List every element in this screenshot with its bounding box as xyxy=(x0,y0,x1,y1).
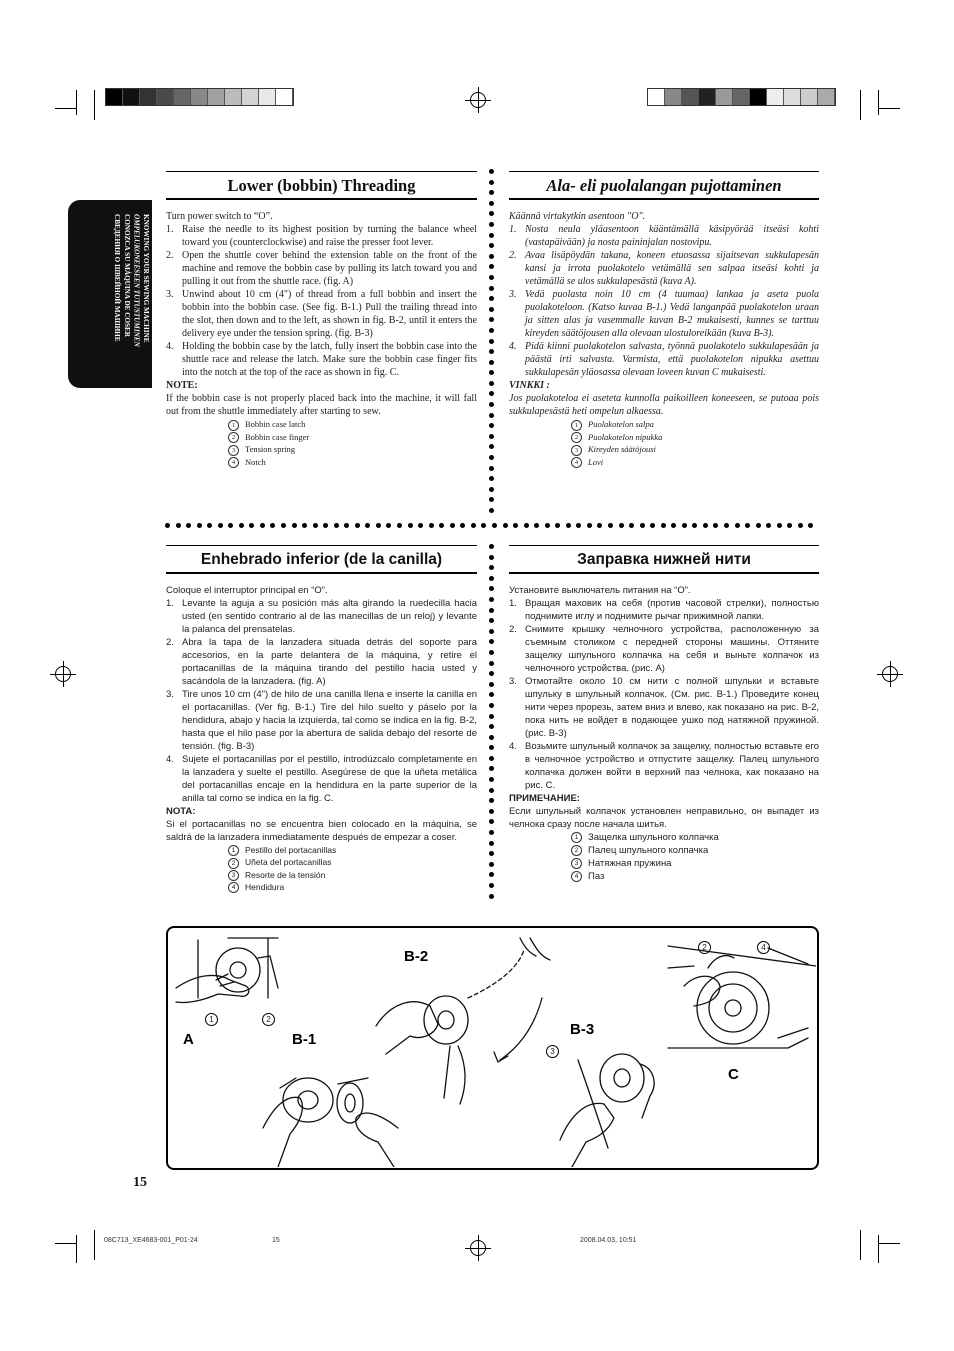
part-label: Hendidura xyxy=(245,881,285,892)
step-number: 2. xyxy=(166,250,174,261)
divider-dot xyxy=(489,851,494,856)
step-fi-4 xyxy=(509,340,819,379)
step-number: 4. xyxy=(166,341,174,352)
part-number-circle: 1 xyxy=(571,420,582,431)
divider-dot xyxy=(489,455,494,460)
section-title-fi: Ala- eli puolalangan pujottaminen xyxy=(509,171,819,200)
divider-dot xyxy=(239,523,244,528)
step-text: Unwind about 10 cm (4") of thread from a full bobbin and insert the bobbin into the bobbin case. (See fig. B-1.) Pull the trailing thread into the slot, then down and to the left, as shown in fig. B-2, until it enters the delivery eye under the tension spring. (fig. B-3) xyxy=(182,289,477,339)
vertical-dot-divider xyxy=(489,544,495,904)
part-item xyxy=(571,857,819,870)
note-heading-fi: VINKKI : xyxy=(509,380,550,391)
part-number-circle: 4 xyxy=(571,871,582,882)
divider-dot xyxy=(489,629,494,634)
divider-dot xyxy=(489,586,494,591)
part-label: Puolakotelon nipukka xyxy=(588,431,663,442)
part-item xyxy=(571,443,819,456)
divider-dot xyxy=(429,523,434,528)
color-registration-bar-right xyxy=(647,88,836,106)
divider-dot xyxy=(756,523,761,528)
step-number: 1. xyxy=(166,224,174,235)
crop-mark xyxy=(55,1243,77,1244)
illustration-box xyxy=(166,926,819,1170)
divider-dot xyxy=(197,523,202,528)
divider-dot xyxy=(249,523,254,528)
divider-dot xyxy=(489,476,494,481)
divider-dot xyxy=(503,523,508,528)
intro-es: Coloque el interruptor principal en “O”. xyxy=(166,585,328,596)
divider-dot xyxy=(489,555,494,560)
divider-dot xyxy=(176,523,181,528)
step-en-4 xyxy=(166,340,477,379)
divider-dot xyxy=(302,523,307,528)
step-text: Avaa lisäpöydän takana, koneen etuosassa sijaitsevan sukkulapesän kansi ja irrota puolakotelo vetämällä sen salpaa itseäsi kohti ja vetämällä se ulos sukkulapesästä (kuva A). xyxy=(525,250,819,287)
part-number-circle: 4 xyxy=(228,882,239,893)
divider-dot xyxy=(489,872,494,877)
note-text-es: Si el portacanillas no se encuentra bien colocado en la máquina, se saldrá de la lanzadera inmediatamente después de empezar a coser. xyxy=(166,819,477,843)
divider-dot xyxy=(777,523,782,528)
section-title-ru: Заправка нижней нити xyxy=(509,545,819,574)
crop-mark xyxy=(76,1235,77,1263)
crop-mark xyxy=(55,108,77,109)
side-tab-line-en: KNOWING YOUR SEWING MACHINE xyxy=(142,214,150,343)
divider-dot xyxy=(629,523,634,528)
divider-dot xyxy=(576,523,581,528)
step-text: Отмотайте около 10 см нити с полной шпульки и вставьте шпульку в шпульный колпачок. (См. рис. B-1.) Проведите конец нити через прорезь, затем вниз и влево, как показано на рис. B-2, пока нить не войдет в подающее ушко под натяжной пружиной. (рис. B-3) xyxy=(525,676,819,739)
step-number: 1. xyxy=(166,598,174,609)
part-item xyxy=(571,870,819,883)
divider-dot xyxy=(489,608,494,613)
divider-dot xyxy=(489,639,494,644)
divider-dot xyxy=(489,370,494,375)
divider-dot xyxy=(439,523,444,528)
divider-dot xyxy=(489,809,494,814)
divider-dot xyxy=(489,233,494,238)
divider-dot xyxy=(489,703,494,708)
section-ru xyxy=(509,584,819,883)
step-text: Abra la tapa de la lanzadera situada detrás del soporte para accesorios, en la parte delantera de la máquina, y retire el portacanillas de la máquina tirando del pestillo hacia usted y sacándola de la lanzadera. (fig. A) xyxy=(182,637,477,687)
intro-ru: Установите выключатель питания на “O”. xyxy=(509,585,691,596)
footer-date: 2008.04.03, 10:51 xyxy=(580,1237,637,1244)
divider-dot xyxy=(587,523,592,528)
step-number: 1. xyxy=(509,598,517,609)
registration-target-icon xyxy=(470,1240,486,1256)
divider-dot xyxy=(313,523,318,528)
divider-dot xyxy=(460,523,465,528)
fig-label-b3: B-3 xyxy=(570,1021,595,1038)
part-item xyxy=(228,418,477,431)
divider-dot xyxy=(492,523,497,528)
step-en-1 xyxy=(166,223,477,249)
note-text-fi: Jos puolakoteloa ei aseteta kunnolla paikoilleen koneeseen, se putoaa pois sukkulapesästä heti ompelun alkaessa. xyxy=(509,393,819,417)
part-item xyxy=(228,881,477,893)
footer-page: 15 xyxy=(272,1237,280,1244)
divider-dot xyxy=(489,328,494,333)
step-number: 1. xyxy=(509,224,517,235)
note-heading-ru: ПРИМЕЧАНИЕ: xyxy=(509,793,580,804)
divider-dot xyxy=(489,423,494,428)
fig-a-machine-outline xyxy=(198,938,278,998)
section-en xyxy=(166,210,477,468)
section-es xyxy=(166,584,477,893)
divider-dot xyxy=(489,190,494,195)
part-label: Resorte de la tensión xyxy=(245,869,326,880)
part-item xyxy=(228,869,477,881)
callout-2: 2 xyxy=(698,941,711,954)
intro-fi: Käännä virtakytkin asentoon "O". xyxy=(509,211,646,222)
part-label: Puolakotelon salpa xyxy=(588,419,654,429)
step-number: 3. xyxy=(509,676,517,687)
divider-dot xyxy=(489,745,494,750)
part-number-circle: 2 xyxy=(571,432,582,443)
divider-dot xyxy=(489,296,494,301)
divider-dot xyxy=(489,349,494,354)
divider-dot xyxy=(292,523,297,528)
registration-target-icon xyxy=(882,666,898,682)
callout-3: 3 xyxy=(546,1045,559,1058)
step-en-2 xyxy=(166,249,477,288)
part-number-circle: 3 xyxy=(228,870,239,881)
divider-dot xyxy=(489,735,494,740)
divider-dot xyxy=(703,523,708,528)
part-number-circle: 1 xyxy=(228,420,239,431)
crop-mark xyxy=(878,90,879,115)
divider-dot xyxy=(207,523,212,528)
divider-dot xyxy=(489,243,494,248)
note-text-en: If the bobbin case is not properly placed back into the machine, it will fall out from the shuttle immediately after starting to sew. xyxy=(166,393,477,417)
step-ru-2 xyxy=(509,623,819,675)
divider-dot xyxy=(735,523,740,528)
part-number-circle: 1 xyxy=(228,845,239,856)
part-item xyxy=(571,418,819,431)
color-registration-bar-left xyxy=(105,88,294,106)
divider-dot xyxy=(489,894,494,899)
divider-dot xyxy=(489,661,494,666)
step-number: 2. xyxy=(509,624,517,635)
bobbin-threading-illustration xyxy=(168,928,816,1167)
divider-dot xyxy=(489,444,494,449)
step-es-3 xyxy=(166,688,477,753)
step-fi-2 xyxy=(509,249,819,288)
step-es-4 xyxy=(166,753,477,805)
side-tab-line-es: CONOZCA SU MÁQUINA DE COSER xyxy=(122,214,131,338)
step-number: 2. xyxy=(509,250,517,261)
divider-dot xyxy=(489,671,494,676)
horizontal-dot-divider xyxy=(165,523,819,529)
step-number: 2. xyxy=(166,637,174,648)
registration-target-icon xyxy=(55,666,71,682)
part-item xyxy=(228,844,477,856)
part-item xyxy=(571,831,819,844)
divider-dot xyxy=(489,264,494,269)
divider-dot xyxy=(270,523,275,528)
part-label: Bobbin case latch xyxy=(245,419,306,429)
step-text: Nosta neula yläasentoon kääntämällä käsipyörää itseäsi kohti (vastapäivään) ja nosta paininjalan nostovipu. xyxy=(525,224,819,248)
part-number-circle: 2 xyxy=(228,432,239,443)
divider-dot xyxy=(489,180,494,185)
step-text: Tire unos 10 cm (4") de hilo de una canilla llena e inserte la canilla en el portacanillas. (Ver fig. B-1.) Tire del hilo suelto y páselo por la hendidura, abajo y hacia la izquierda, tal como se indica en la fig. B-2, hasta que el hilo pase por la abertura de salida debajo del resorte de tensión. (fig. B-3) xyxy=(182,689,477,752)
crop-mark xyxy=(76,90,77,115)
divider-dot xyxy=(450,523,455,528)
divider-dot xyxy=(355,523,360,528)
divider-dot xyxy=(682,523,687,528)
crop-mark xyxy=(878,108,900,109)
part-number-circle: 2 xyxy=(571,845,582,856)
part-item xyxy=(571,456,819,469)
divider-dot xyxy=(766,523,771,528)
section-fi xyxy=(509,210,819,468)
step-text: Vedä puolasta noin 10 cm (4 tuumaa) lankaa ja aseta puola puolakoteloon. (Katso kuvaa B-1.) Vedä langanpää puolakotelon uraan ja sitten alas ja vasemmalle kuvan B-2 mukaisesti, kunnes se tarttuu kireyden säätöjousen alla olevaan ulostuloreikään (kuva B-3). xyxy=(525,289,819,339)
step-ru-3 xyxy=(509,675,819,740)
divider-dot xyxy=(481,523,486,528)
divider-dot xyxy=(619,523,624,528)
divider-dot xyxy=(323,523,328,528)
divider-dot xyxy=(534,523,539,528)
divider-dot xyxy=(489,381,494,386)
part-item xyxy=(228,856,477,868)
divider-dot xyxy=(489,798,494,803)
step-number: 3. xyxy=(166,289,174,300)
divider-dot xyxy=(489,544,494,549)
vertical-dot-divider xyxy=(489,169,495,519)
divider-dot xyxy=(489,682,494,687)
divider-dot xyxy=(489,402,494,407)
footer-file: 08C713_XE4683-001_P01-24 xyxy=(104,1237,198,1244)
divider-dot xyxy=(489,766,494,771)
step-number: 4. xyxy=(509,341,517,352)
registration-target-icon xyxy=(470,92,486,108)
divider-dot xyxy=(408,523,413,528)
divider-dot xyxy=(489,788,494,793)
divider-dot xyxy=(489,650,494,655)
divider-dot xyxy=(513,523,518,528)
step-number: 3. xyxy=(509,289,517,300)
part-number-circle: 3 xyxy=(571,858,582,869)
divider-dot xyxy=(489,830,494,835)
divider-dot xyxy=(489,275,494,280)
divider-dot xyxy=(489,201,494,206)
step-fi-3 xyxy=(509,288,819,340)
divider-dot xyxy=(489,777,494,782)
fig-label-b1: B-1 xyxy=(292,1031,317,1048)
divider-dot xyxy=(281,523,286,528)
part-item xyxy=(228,443,477,456)
step-es-1 xyxy=(166,597,477,636)
divider-dot xyxy=(489,391,494,396)
divider-dot xyxy=(745,523,750,528)
divider-dot xyxy=(489,317,494,322)
side-tab-line-ru: СВЕДЕНИЯ О ШВЕЙНОЙ МАШИНЕ xyxy=(113,214,122,342)
part-label: Pestillo del portacanillas xyxy=(245,845,337,855)
divider-dot xyxy=(489,487,494,492)
part-label: Палец шпульного колпачка xyxy=(588,845,709,856)
step-number: 4. xyxy=(166,754,174,765)
part-label: Bobbin case finger xyxy=(245,431,310,442)
side-tab-text xyxy=(88,214,150,374)
divider-dot xyxy=(489,211,494,216)
divider-dot xyxy=(165,523,170,528)
step-text: Возьмите шпульный колпачок за защелку, полностью вставьте его в челночное устройство и отпустите защелку. Палец шпульного колпачка должен войти в верхний паз челнока, как показано на рис. C. xyxy=(525,741,819,791)
part-label: Kireyden säätöjousi xyxy=(588,444,656,455)
divider-dot xyxy=(608,523,613,528)
side-tab-line-fi: OMPELUKONEESEEN TUTUSTUMINEN xyxy=(132,214,141,347)
note-heading-en: NOTE: xyxy=(166,380,198,391)
divider-dot xyxy=(489,724,494,729)
step-text: Raise the needle to its highest position by turning the balance wheel toward you (counterclockwise) and raise the presser foot lever. xyxy=(182,224,477,248)
divider-dot xyxy=(489,169,494,174)
divider-dot xyxy=(489,307,494,312)
part-item xyxy=(228,456,477,469)
part-number-circle: 3 xyxy=(228,445,239,456)
divider-dot xyxy=(489,565,494,570)
step-number: 4. xyxy=(509,741,517,752)
divider-dot xyxy=(218,523,223,528)
step-text: Снимите крышку челночного устройства, расположенную за съемным столиком с передней стороны машины. Оттяните защелку шпульного колпачка на себя и выньте колпачок из челночного устройства. (рис. A) xyxy=(525,624,819,674)
step-text: Holding the bobbin case by the latch, fully insert the bobbin case into the shuttle race and release the latch. Make sure the bobbin case finger fits into the notch at the top of the race as shown in fig. C. xyxy=(182,341,477,378)
callout-1: 1 xyxy=(205,1013,218,1026)
divider-dot xyxy=(489,434,494,439)
section-title-es: Enhebrado inferior (de la canilla) xyxy=(166,545,477,574)
note-text-ru: Если шпульный колпачок установлен неправильно, он выпадет из челнока сразу после начала шитья. xyxy=(509,806,819,830)
divider-dot xyxy=(661,523,666,528)
divider-dot xyxy=(489,714,494,719)
section-title-en: Lower (bobbin) Threading xyxy=(166,171,477,200)
divider-dot xyxy=(650,523,655,528)
part-item xyxy=(571,431,819,444)
divider-dot xyxy=(545,523,550,528)
divider-dot xyxy=(566,523,571,528)
crop-mark xyxy=(878,1235,879,1263)
callout-4: 4 xyxy=(757,941,770,954)
divider-dot xyxy=(808,523,813,528)
step-es-2 xyxy=(166,636,477,688)
divider-dot xyxy=(344,523,349,528)
divider-dot xyxy=(228,523,233,528)
divider-dot xyxy=(713,523,718,528)
fig-label-a: A xyxy=(183,1031,194,1048)
crop-mark xyxy=(94,1230,95,1260)
part-label: Паз xyxy=(588,871,605,882)
part-label: Натяжная пружина xyxy=(588,858,672,869)
page-number: 15 xyxy=(133,1175,147,1190)
divider-dot xyxy=(798,523,803,528)
divider-dot xyxy=(489,339,494,344)
step-fi-1 xyxy=(509,223,819,249)
divider-dot xyxy=(489,692,494,697)
divider-dot xyxy=(489,497,494,502)
intro-en: Turn power switch to “O”. xyxy=(166,211,273,222)
step-text: Open the shuttle cover behind the extension table on the front of the machine and remove the bobbin case by pulling its latch toward you and pulling it out from the shuttle race. (fig. A) xyxy=(182,250,477,287)
callout-2: 2 xyxy=(262,1013,275,1026)
divider-dot xyxy=(471,523,476,528)
part-item xyxy=(228,431,477,444)
divider-dot xyxy=(489,576,494,581)
divider-dot xyxy=(489,413,494,418)
fig-label-b2: B-2 xyxy=(404,948,429,965)
part-number-circle: 4 xyxy=(571,457,582,468)
crop-mark xyxy=(860,1230,861,1260)
divider-dot xyxy=(489,756,494,761)
part-number-circle: 4 xyxy=(228,457,239,468)
crop-mark xyxy=(94,90,95,120)
divider-dot xyxy=(671,523,676,528)
divider-dot xyxy=(787,523,792,528)
divider-dot xyxy=(365,523,370,528)
fig-label-c: C xyxy=(728,1066,739,1083)
part-label: Tension spring xyxy=(245,444,296,455)
divider-dot xyxy=(640,523,645,528)
divider-dot xyxy=(489,883,494,888)
divider-dot xyxy=(489,597,494,602)
part-label: Notch xyxy=(245,456,266,467)
divider-dot xyxy=(418,523,423,528)
step-number: 3. xyxy=(166,689,174,700)
note-heading-es: NOTA: xyxy=(166,806,196,817)
divider-dot xyxy=(489,466,494,471)
divider-dot xyxy=(186,523,191,528)
divider-dot xyxy=(489,618,494,623)
divider-dot xyxy=(397,523,402,528)
divider-dot xyxy=(489,508,494,513)
step-ru-1 xyxy=(509,597,819,623)
divider-dot xyxy=(555,523,560,528)
step-text: Levante la aguja a su posición más alta girando la ruedecilla hacia usted (en sentido contrario al de las manecillas de un reloj) y levante la palanca del prensatelas. xyxy=(182,598,477,635)
divider-dot xyxy=(489,841,494,846)
part-number-circle: 3 xyxy=(571,445,582,456)
part-item xyxy=(571,844,819,857)
divider-dot xyxy=(597,523,602,528)
step-text: Вращая маховик на себя (против часовой стрелки), полностью поднимите иглу и поднимите рычаг прижимной лапки. xyxy=(525,598,819,622)
divider-dot xyxy=(386,523,391,528)
step-text: Sujete el portacanillas por el pestillo, introdúzcalo completamente en la lanzadera y suelte el pestillo. Asegúrese de que la uñeta metálica del portacanillas encaje en la hendidura en la parte superior de la anilla tal como se indica en la fig. C. xyxy=(182,754,477,804)
divider-dot xyxy=(524,523,529,528)
divider-dot xyxy=(489,862,494,867)
step-en-3 xyxy=(166,288,477,340)
part-number-circle: 2 xyxy=(228,858,239,869)
divider-dot xyxy=(376,523,381,528)
step-text: Pidä kiinni puolakotelon salvasta, työnnä puolakotelo sukkulapesään ja päästä irti salvasta. Varmista, että puolakotelon nipukka asettuu sukkulapesän yläosassa olevaan loveen kuvan C mukaisesti. xyxy=(525,341,819,378)
divider-dot xyxy=(489,254,494,259)
crop-mark xyxy=(860,90,861,120)
crop-mark xyxy=(878,1243,900,1244)
part-label: Lovi xyxy=(588,456,604,467)
part-label: Защелка шпульного колпачка xyxy=(588,832,719,843)
divider-dot xyxy=(692,523,697,528)
divider-dot xyxy=(260,523,265,528)
divider-dot xyxy=(489,360,494,365)
part-label: Uñeta del portacanillas xyxy=(245,857,332,868)
step-ru-4 xyxy=(509,740,819,792)
divider-dot xyxy=(489,286,494,291)
divider-dot xyxy=(724,523,729,528)
part-number-circle: 1 xyxy=(571,832,582,843)
divider-dot xyxy=(489,819,494,824)
divider-dot xyxy=(334,523,339,528)
divider-dot xyxy=(489,222,494,227)
